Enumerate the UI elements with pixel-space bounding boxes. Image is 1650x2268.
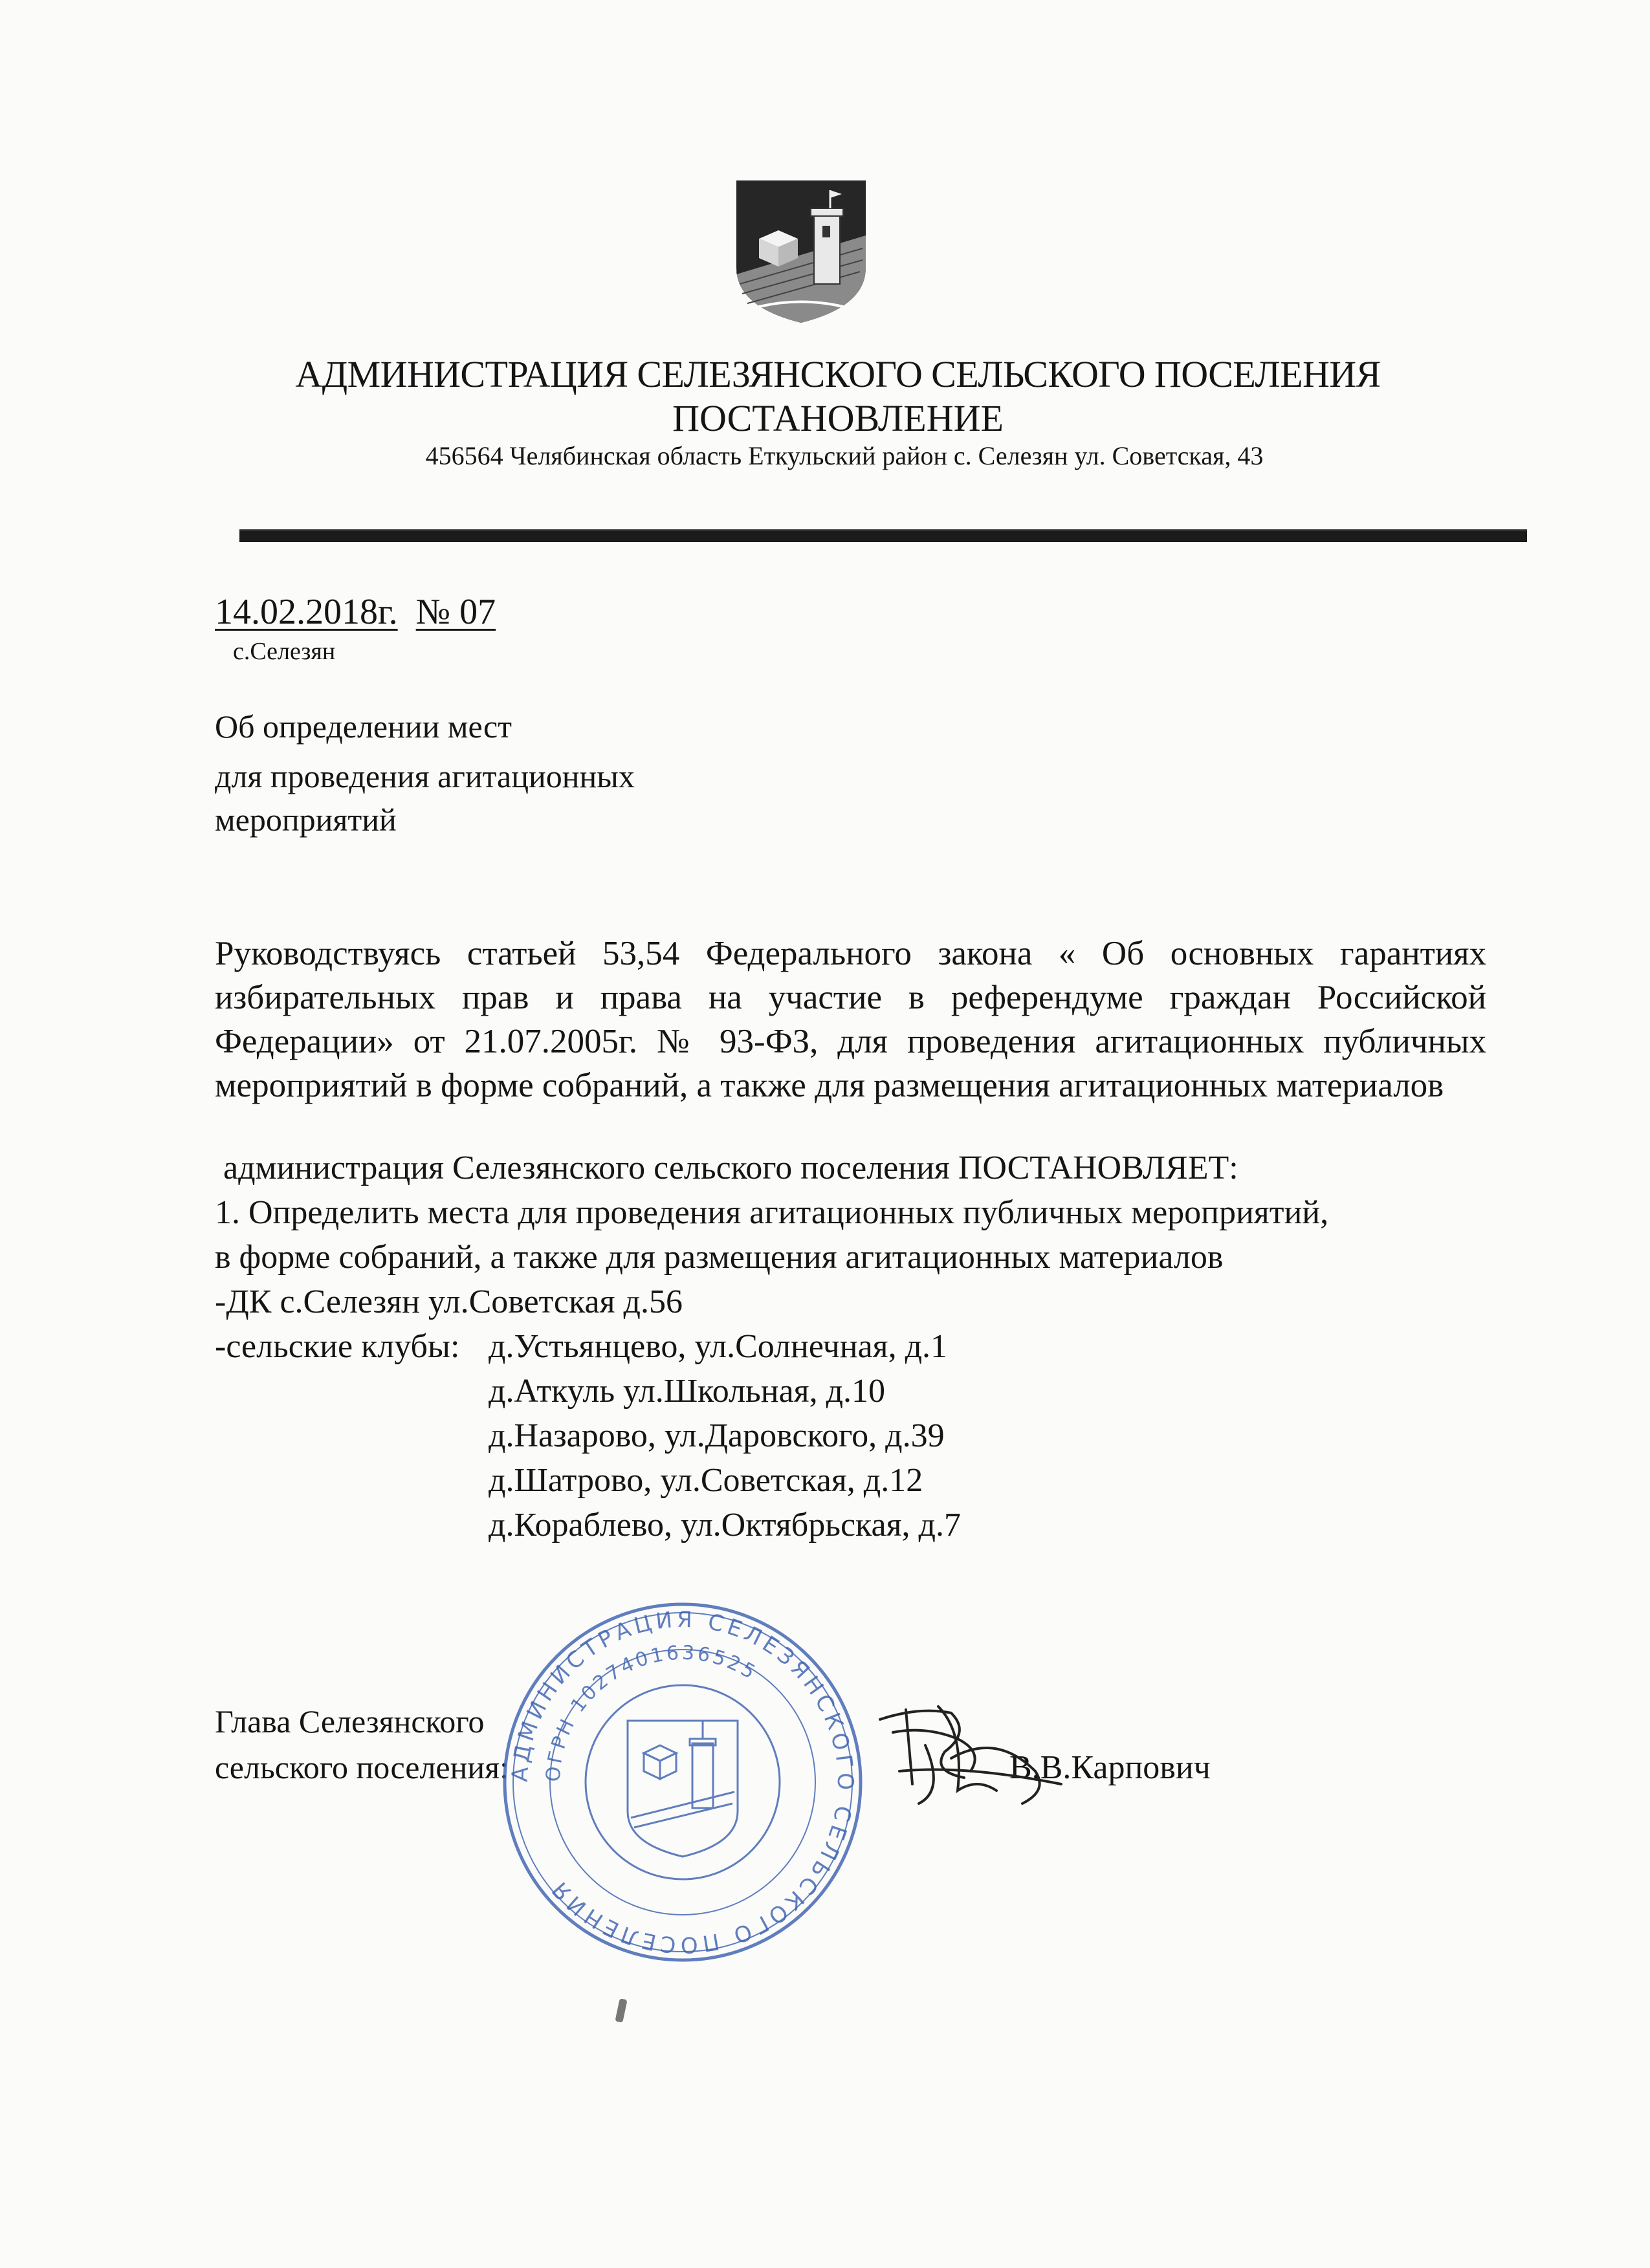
- subject-line: для проведения агитационных: [215, 758, 635, 794]
- organization-name: АДМИНИСТРАЦИЯ СЕЛЕЗЯНСКОГО СЕЛЬСКОГО ПОСЕЛЕНИЯ: [295, 353, 1381, 395]
- coat-of-arms-icon: [733, 177, 869, 326]
- decree-line: администрация Селезянского сельского поселения ПОСТАНОВЛЯЕТ:: [223, 1150, 1238, 1186]
- dk-address: -ДК с.Селезян ул.Советская д.56: [215, 1283, 683, 1320]
- svg-text:АДМИНИСТРАЦИЯ СЕЛЕЗЯНСКОГО СЕЛ: АДМИНИСТРАЦИЯ СЕЛЕЗЯНСКОГО СЕЛЬСКОГО ПОСЕЛЕНИЯ: [507, 1606, 859, 1958]
- club-address: д.Кораблево, ул.Октябрьская, д.7: [489, 1507, 961, 1543]
- club-address: д.Назарово, ул.Даровского, д.39: [489, 1417, 945, 1454]
- club-address: д.Шатрово, ул.Советская, д.12: [489, 1462, 923, 1499]
- subject-line: Об определении мест: [215, 708, 512, 745]
- header-divider: [239, 529, 1527, 542]
- clubs-label: -сельские клубы:: [215, 1328, 460, 1365]
- club-address: д.Аткуль ул.Школьная, д.10: [489, 1373, 886, 1410]
- svg-text:ОГРН 1027401636525: ОГРН 1027401636525: [542, 1641, 762, 1783]
- handwritten-signature-icon: [867, 1694, 1074, 1816]
- preamble-paragraph: Руководствуясь статьей 53,54 Федерального закона « Об основных гарантиях избирательных прав и права на участие в референдуме граждан Российской Федерации» от 21.07.2005г. № 93-ФЗ, для проведения агитационных публичных мероприятий в форме собраний, а также для размещения агитационных материалов: [215, 935, 1486, 1104]
- document-place: с.Селезян: [233, 638, 336, 665]
- item-1-line: в форме собраний, а также для размещения агитационных материалов: [215, 1239, 1224, 1276]
- signatory-name: В.В.Карпович: [1009, 1749, 1211, 1786]
- document-number: № 07: [415, 592, 496, 632]
- club-address: д.Устьянцево, ул.Солнечная, д.1: [489, 1328, 948, 1365]
- signatory-title: сельского поселения:: [215, 1749, 509, 1785]
- organization-address: 456564 Челябинская область Еткульский район с. Селезян ул. Советская, 43: [425, 441, 1264, 470]
- subject-line: мероприятий: [215, 801, 397, 838]
- official-seal-icon: [498, 1598, 867, 1967]
- ink-blot: [615, 1998, 627, 2023]
- document-date: 14.02.2018г.: [215, 592, 398, 632]
- date-number-line: [215, 591, 496, 633]
- document-type: ПОСТАНОВЛЕНИЕ: [672, 397, 1004, 439]
- signatory-title: Глава Селезянского: [215, 1703, 485, 1739]
- item-1-line: 1. Определить места для проведения агитационных публичных мероприятий,: [215, 1194, 1329, 1231]
